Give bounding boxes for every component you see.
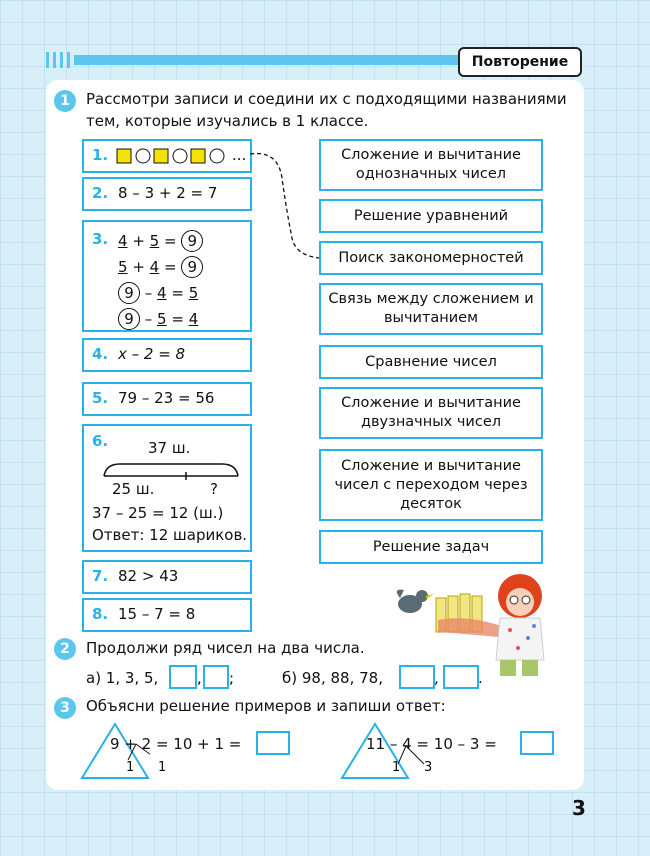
connector-line <box>248 148 324 262</box>
ex2-part-a: 1 <box>392 760 401 775</box>
left-item-6[interactable]: 6. 37 ш. 25 ш. ? 37 – 25 = 12 (ш.) Ответ: 12 шариков. <box>82 424 252 552</box>
answer-box-a2[interactable] <box>203 665 229 689</box>
answer-box-b1[interactable] <box>399 665 435 689</box>
section-title: Повторение <box>458 47 582 77</box>
header-stripes <box>46 52 72 68</box>
topic-3[interactable]: Поиск закономерностей <box>319 241 543 275</box>
boy-illustration <box>388 568 548 678</box>
left-item-7[interactable]: 7. 82 > 43 <box>82 560 252 594</box>
series-a-end: ; <box>229 669 235 687</box>
answer-box-a1[interactable] <box>169 665 197 689</box>
left-item-3[interactable]: 3. 4 + 5 = 9 5 + 4 = 9 9 – 4 = 5 9 – 5 = 4 <box>82 220 252 332</box>
left-item-4[interactable]: 4. x – 2 = 8 <box>82 338 252 372</box>
task-number-1: 1 <box>54 90 76 112</box>
topic-4[interactable]: Связь между сложением и вычитанием <box>319 283 543 335</box>
diagram-part: 25 ш. <box>112 480 155 498</box>
series-b-sep: , <box>434 669 439 687</box>
pattern-ellipsis: ... <box>232 146 247 164</box>
topic-1[interactable]: Сложение и вычитание однозначных чисел <box>319 139 543 191</box>
left-item-8[interactable]: 8. 15 – 7 = 8 <box>82 598 252 632</box>
ex2-part-b: 3 <box>424 760 433 775</box>
solution: 37 – 25 = 12 (ш.) <box>92 504 224 522</box>
topic-6[interactable]: Сложение и вычитание двузначных чисел <box>319 387 543 439</box>
equation-group: 4 + 5 = 9 5 + 4 = 9 9 – 4 = 5 9 – 5 = 4 <box>118 228 203 332</box>
task3-text: Объясни решение примеров и запиши ответ: <box>86 697 446 715</box>
topic-7[interactable]: Сложение и вычитание чисел с переходом через десяток <box>319 449 543 521</box>
ex1-part-b: 1 <box>158 760 167 775</box>
pattern-shapes <box>116 147 236 165</box>
task-number-3: 3 <box>54 697 76 719</box>
left-item-1[interactable]: 1. ... <box>82 139 252 173</box>
header-bar <box>74 55 468 65</box>
series-a-sep: , <box>197 669 202 687</box>
answer-box-b2[interactable] <box>443 665 479 689</box>
topic-2[interactable]: Решение уравнений <box>319 199 543 233</box>
example-1: 9 + 2 = 10 + 1 = <box>110 735 242 753</box>
series-b: б) 98, 88, 78, <box>282 669 383 687</box>
task1-text: Рассмотри записи и соедини их с подходящими названиями тем, которые изучались в 1 классе. <box>86 90 567 130</box>
answer-box-ex2[interactable] <box>520 731 554 755</box>
segment-diagram <box>100 458 242 480</box>
series-b-end: . <box>478 669 483 687</box>
task2-text: Продолжи ряд чисел на два числа. <box>86 639 365 657</box>
answer: Ответ: 12 шариков. <box>92 526 248 544</box>
page-number: 3 <box>572 796 586 820</box>
series-a: а) 1, 3, 5, <box>86 669 159 687</box>
diagram-unknown: ? <box>210 480 218 498</box>
example-2: 11 – 4 = 10 – 3 = <box>366 735 497 753</box>
topic-8[interactable]: Решение задач <box>319 530 543 564</box>
left-item-5[interactable]: 5. 79 – 23 = 56 <box>82 382 252 416</box>
answer-box-ex1[interactable] <box>256 731 290 755</box>
topic-5[interactable]: Сравнение чисел <box>319 345 543 379</box>
ex1-part-a: 1 <box>126 760 135 775</box>
task-number-2: 2 <box>54 638 76 660</box>
diagram-total: 37 ш. <box>148 439 191 457</box>
left-item-2[interactable]: 2. 8 – 3 + 2 = 7 <box>82 177 252 211</box>
